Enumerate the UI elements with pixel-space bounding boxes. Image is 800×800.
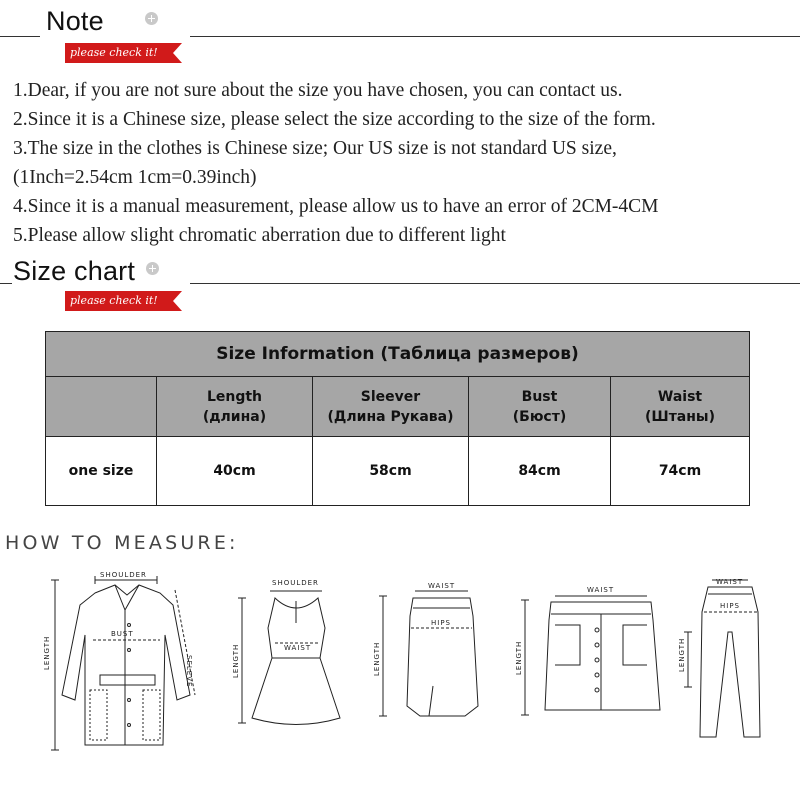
jacket-length-label: LENGTH bbox=[43, 635, 51, 670]
plus-icon bbox=[146, 262, 159, 275]
notes-list bbox=[13, 76, 659, 250]
size-divider-left bbox=[0, 283, 12, 284]
table-header-row bbox=[46, 377, 750, 437]
note-ribbon: please check it! bbox=[65, 43, 173, 63]
note-divider-right bbox=[190, 36, 800, 37]
size-divider-right bbox=[190, 283, 800, 284]
size-ribbon: please check it! bbox=[65, 291, 173, 311]
jacket-figure bbox=[45, 565, 205, 765]
note-line: 5.Please allow slight chromatic aberration due to different light bbox=[13, 225, 506, 246]
pants-hips-label: HIPS bbox=[720, 602, 740, 610]
note-title: Note bbox=[46, 6, 104, 36]
dress-waist-label: WAIST bbox=[284, 644, 312, 652]
note-divider bbox=[0, 36, 40, 37]
note-line: 3.The size in the clothes is Chinese size; Our US size is not standard US size, bbox=[13, 138, 617, 159]
header-label-ru: (Бюст) bbox=[512, 408, 567, 425]
header-label: Sleever bbox=[360, 388, 421, 405]
header-label-ru: (Длина Рукава) bbox=[327, 408, 454, 425]
jacket-sleeve-label: SELEVE bbox=[185, 655, 193, 688]
cell-bust: 84cm bbox=[469, 437, 611, 506]
shorts-waist-label: WAIST bbox=[587, 586, 615, 594]
jacket-bust-label: BUST bbox=[111, 630, 134, 638]
note-line: 2.Since it is a Chinese size, please select the size according to the size of the form. bbox=[13, 109, 656, 130]
cell-sleeve: 58cm bbox=[313, 437, 469, 506]
shorts-figure bbox=[515, 580, 675, 725]
how-to-measure-title: HOW TO MEASURE: bbox=[5, 532, 239, 554]
note-line: 4.Since it is a manual measurement, please allow us to have an error of 2CM-4CM bbox=[13, 196, 659, 217]
pants-waist-label: WAIST bbox=[716, 578, 744, 586]
skirt-figure bbox=[373, 576, 493, 726]
cell-waist: 74cm bbox=[611, 437, 750, 506]
header-label-ru: (Штаны) bbox=[645, 408, 715, 425]
header-label: Bust bbox=[521, 388, 558, 405]
skirt-hips-label: HIPS bbox=[431, 619, 451, 627]
shorts-length-label: LENGTH bbox=[515, 640, 523, 675]
note-line: 1.Dear, if you are not sure about the size you have chosen, you can contact us. bbox=[13, 80, 623, 101]
dress-shoulder-label: SHOULDER bbox=[272, 579, 319, 587]
skirt-waist-label: WAIST bbox=[428, 582, 456, 590]
cell-length: 40cm bbox=[157, 437, 313, 506]
header-label: Waist bbox=[657, 388, 703, 405]
size-table bbox=[45, 331, 750, 506]
plus-icon bbox=[145, 12, 158, 25]
table-row bbox=[46, 437, 750, 506]
header-cell-bust bbox=[469, 377, 611, 437]
header-cell-sleeve bbox=[313, 377, 469, 437]
table-title-row bbox=[46, 332, 750, 377]
pants-figure bbox=[678, 572, 788, 747]
note-line: (1Inch=2.54cm 1cm=0.39inch) bbox=[13, 167, 257, 188]
header-cell-length bbox=[157, 377, 313, 437]
skirt-length-label: LENGTH bbox=[373, 641, 381, 676]
header-label: Length bbox=[206, 388, 263, 405]
cell-size: one size bbox=[46, 437, 157, 506]
pants-length-label: LENGTH bbox=[678, 637, 686, 672]
header-cell-empty bbox=[46, 377, 157, 437]
header-cell-waist bbox=[611, 377, 750, 437]
table-title: Size Information (Таблица размеров) bbox=[46, 332, 750, 377]
header-label-ru: (длина) bbox=[202, 408, 267, 425]
size-chart-title: Size chart bbox=[13, 256, 136, 286]
jacket-shoulder-label: SHOULDER bbox=[100, 571, 147, 579]
dress-figure bbox=[230, 573, 350, 733]
dress-length-label: LENGTH bbox=[232, 643, 240, 678]
